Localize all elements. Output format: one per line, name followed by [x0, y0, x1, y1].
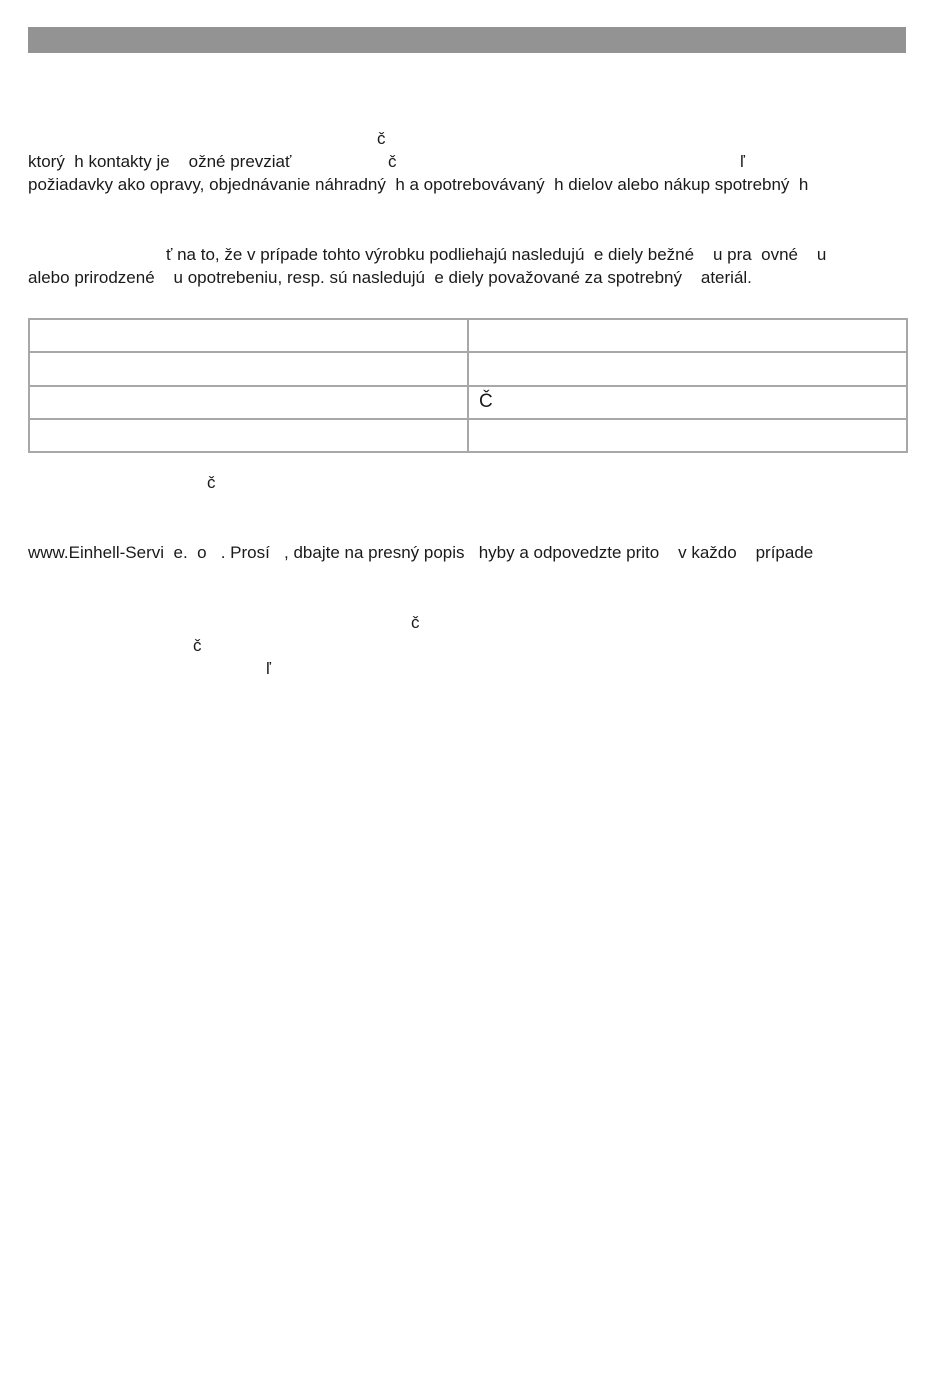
paragraph1-line1-mark-2: ľ	[740, 152, 745, 171]
paragraph1-line1: ktorý h kontakty je ožné prevziať	[28, 152, 292, 171]
table-cell: Č	[468, 386, 907, 419]
header-bar	[28, 27, 906, 53]
paragraph1-mark: č	[377, 129, 386, 148]
paragraph1-line1-mark: č	[388, 152, 397, 171]
table-row	[29, 386, 907, 419]
table-cell	[29, 319, 468, 352]
table-cell	[468, 352, 907, 385]
paragraph2-line1: ť na to, že v prípade tohto výrobku podliehajú nasledujú e diely bežné u pra ovné u	[166, 245, 827, 264]
paragraph3-line: www.Einhell-Servi e. o . Prosí , dbajte na presný popis hyby a odpovedzte prito v každo prípade	[28, 543, 814, 562]
paragraph1-line2: požiadavky ako opravy, objednávanie náhradný h a opotrebovávaný h dielov alebo nákup spotrebný h	[28, 175, 809, 194]
table-row	[29, 419, 907, 452]
paragraph3-mark: č	[207, 473, 216, 492]
table-row	[29, 352, 907, 385]
table-row	[29, 319, 907, 352]
table-cell	[29, 419, 468, 452]
paragraph4-mark: č	[411, 613, 420, 632]
parts-table	[28, 318, 908, 453]
table-cell	[468, 419, 907, 452]
table-cell	[468, 319, 907, 352]
table-cell	[29, 352, 468, 385]
table-cell	[29, 386, 468, 419]
paragraph2-line2: alebo prirodzené u opotrebeniu, resp. sú nasledujú e diely považované za spotrebný ateriál.	[28, 268, 752, 287]
paragraph4-mark-2: č	[193, 636, 202, 655]
paragraph4-mark-3: ľ	[266, 659, 271, 678]
